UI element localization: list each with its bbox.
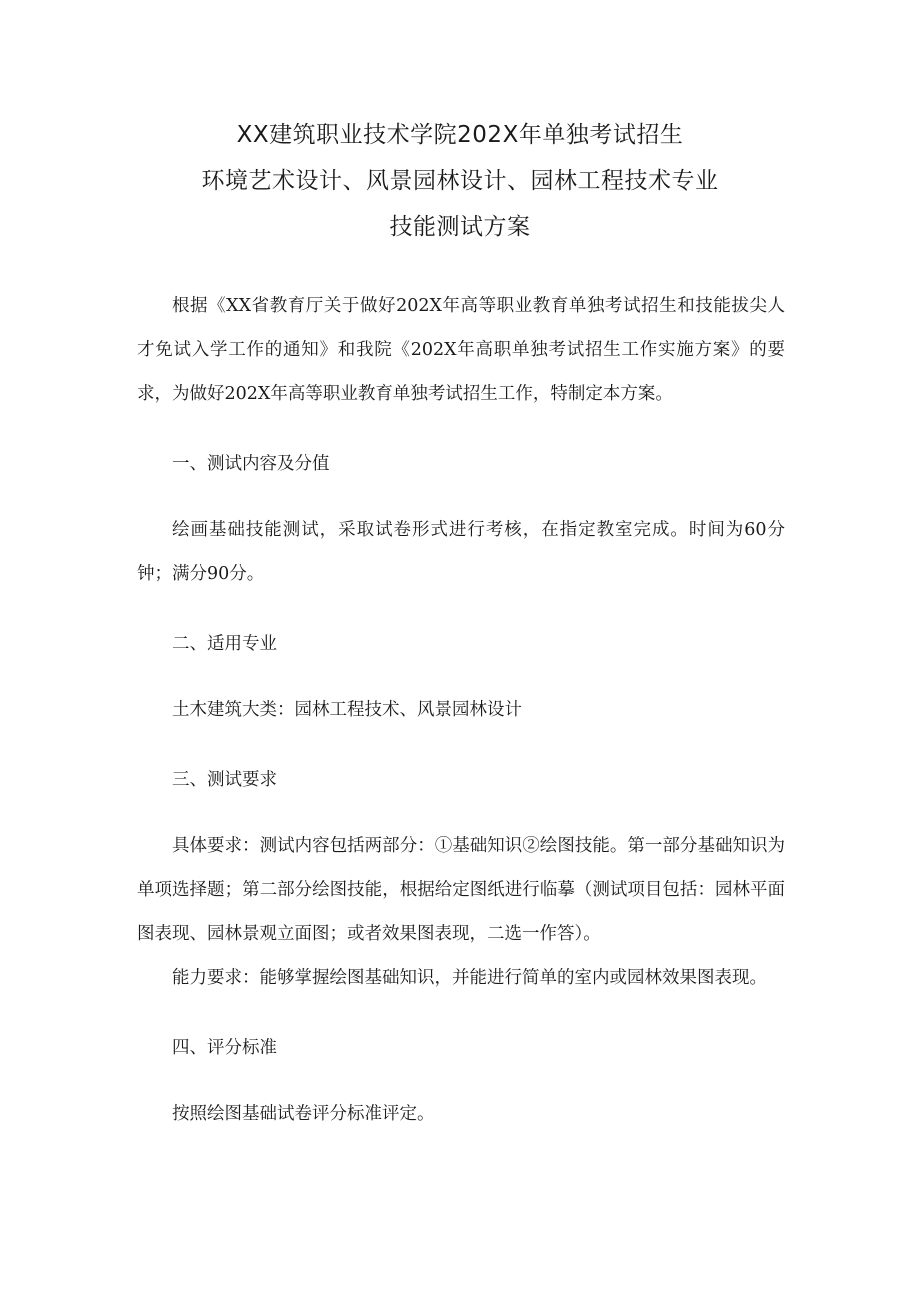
document-body bbox=[137, 284, 785, 1136]
section-heading-1: 一、测试内容及分值 bbox=[172, 454, 330, 474]
document-title bbox=[0, 112, 920, 250]
section-3-paragraph-2: 能力要求：能够掌握绘图基础知识，并能进行简单的室内或园林效果图表现。 bbox=[172, 968, 767, 988]
section-heading-3: 三、测试要求 bbox=[172, 770, 277, 790]
title-line-2: 环境艺术设计、风景园林设计、园林工程技术专业 bbox=[201, 168, 719, 194]
section-4-paragraph: 按照绘图基础试卷评分标准评定。 bbox=[172, 1104, 435, 1124]
title-line-3: 技能测试方案 bbox=[389, 214, 531, 240]
section-heading-4: 四、评分标准 bbox=[172, 1038, 277, 1058]
section-3-paragraph-1: 具体要求：测试内容包括两部分：①基础知识②绘图技能。第一部分基础知识为单项选择题；第二部分绘图技能，根据给定图纸进行临摹（测试项目包括：园林平面图表现、园林景观立面图；或者效果图表现，二选一作答）。 bbox=[137, 836, 785, 944]
section-2-paragraph: 土木建筑大类：园林工程技术、风景园林设计 bbox=[172, 700, 522, 720]
section-heading-2: 二、适用专业 bbox=[172, 634, 277, 654]
section-1-paragraph: 绘画基础技能测试，采取试卷形式进行考核，在指定教室完成。时间为60分钟；满分90分。 bbox=[137, 520, 785, 584]
title-line-1: XX建筑职业技术学院202X年单独考试招生 bbox=[236, 122, 684, 148]
intro-paragraph: 根据《XX省教育厅关于做好202X年高等职业教育单独考试招生和技能拔尖人才免试入学工作的通知》和我院《202X年高职单独考试招生工作实施方案》的要求，为做好202X年高等职业教育单独考试招生工作，特制定本方案。 bbox=[137, 296, 785, 404]
